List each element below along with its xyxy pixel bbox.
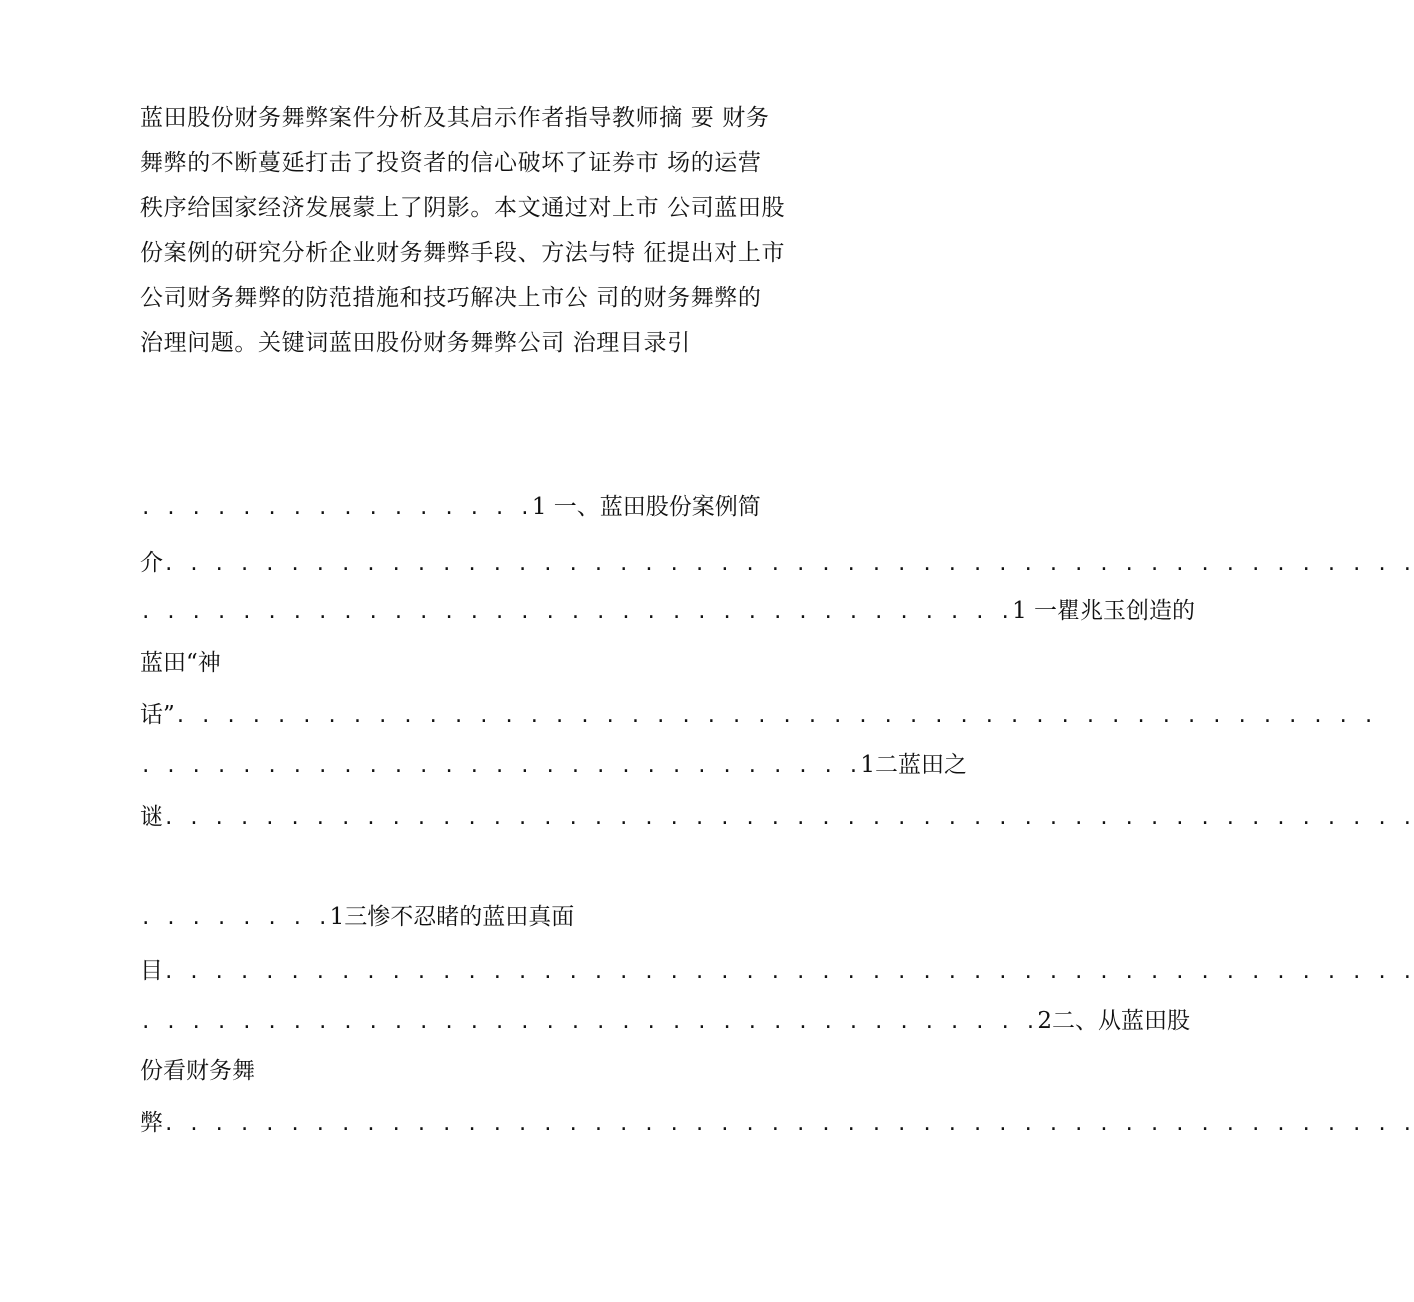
toc-text: 谜 xyxy=(140,804,163,830)
toc-line xyxy=(140,1006,1190,1037)
toc-text: 目 xyxy=(140,958,163,984)
toc-leader-dots: . . . . . . . . . . . . . . . . . . . . . . . . . . . . . . . . . . . . . . . . . . . . . . . . xyxy=(174,705,1376,727)
abstract-paragraph xyxy=(140,96,790,366)
toc-text: 话” xyxy=(140,702,175,728)
toc-line xyxy=(140,902,574,933)
abstract-line: 公司财务舞弊的防范措施和技巧解决上市公 司的财务舞弊的 xyxy=(140,285,762,311)
toc-text: 1 一、蓝田股份案例简 xyxy=(531,494,761,520)
abstract-line: 秩序给国家经济发展蒙上了阴影。本文通过对上市 公司蓝田股 xyxy=(140,195,786,221)
toc-leader-dots: . . . . . . . . . . . . . . . . . . . . . . . . . . . . . . . . . . . xyxy=(140,601,1013,623)
toc-text: 2二、从蓝田股 xyxy=(1037,1008,1191,1034)
toc-leader-dots: . . . . . . . . . . . . . . . . . . . . . . . . . . . . . . . . . . . . . . . . . . . . . . . . . . xyxy=(163,1113,1414,1135)
toc-line xyxy=(140,956,1414,987)
toc-line xyxy=(140,1056,255,1087)
toc-line xyxy=(140,648,221,679)
toc-text: 蓝田“神 xyxy=(140,650,221,676)
toc-text: 1 一瞿兆玉创造的 xyxy=(1012,598,1196,624)
abstract-line: 份案例的研究分析企业财务舞弊手段、方法与特 征提出对上市 xyxy=(140,240,786,266)
toc-leader-dots: . . . . . . . . . . . . . . . . . . . . . . . . . . . . . . . . . . . . . . . . . . . . . . . . . . xyxy=(163,961,1414,983)
abstract-line: 蓝田股份财务舞弊案件分析及其启示作者指导教师摘 要 财务 xyxy=(140,105,770,131)
toc-line xyxy=(140,802,1414,833)
toc-leader-dots: . . . . . . . . . . . . . . . . . . . . . . . . . . . . . xyxy=(140,755,861,777)
toc-text: 弊 xyxy=(140,1110,163,1136)
toc-line xyxy=(140,596,1195,627)
toc-text: 介 xyxy=(140,550,163,576)
toc-line xyxy=(140,750,967,781)
abstract-line: 治理问题。关键词蓝田股份财务舞弊公司 治理目录引 xyxy=(140,330,691,356)
toc-leader-dots: . . . . . . . . xyxy=(140,907,330,929)
toc-line xyxy=(140,548,1414,579)
toc-leader-dots: . . . . . . . . . . . . . . . . . . . . . . . . . . . . . . . . . . . . . . . . . . . . . . . . . . xyxy=(163,553,1414,575)
toc-text: 份看财务舞 xyxy=(140,1058,255,1084)
toc-line xyxy=(140,1108,1414,1139)
toc-line xyxy=(140,700,1375,731)
toc-leader-dots: . . . . . . . . . . . . . . . . . . . . . . . . . . . . . . . . . . . . xyxy=(140,1011,1038,1033)
toc-line xyxy=(140,492,761,523)
toc-leader-dots: . . . . . . . . . . . . . . . . xyxy=(140,497,532,519)
toc-text: 1二蓝田之 xyxy=(860,752,968,778)
abstract-line: 舞弊的不断蔓延打击了投资者的信心破坏了证券市 场的运营 xyxy=(140,150,762,176)
toc-text: 1三惨不忍睹的蓝田真面 xyxy=(329,904,575,930)
toc-leader-dots: . . . . . . . . . . . . . . . . . . . . . . . . . . . . . . . . . . . . . . . . . . . . . . . . . . xyxy=(163,807,1414,829)
